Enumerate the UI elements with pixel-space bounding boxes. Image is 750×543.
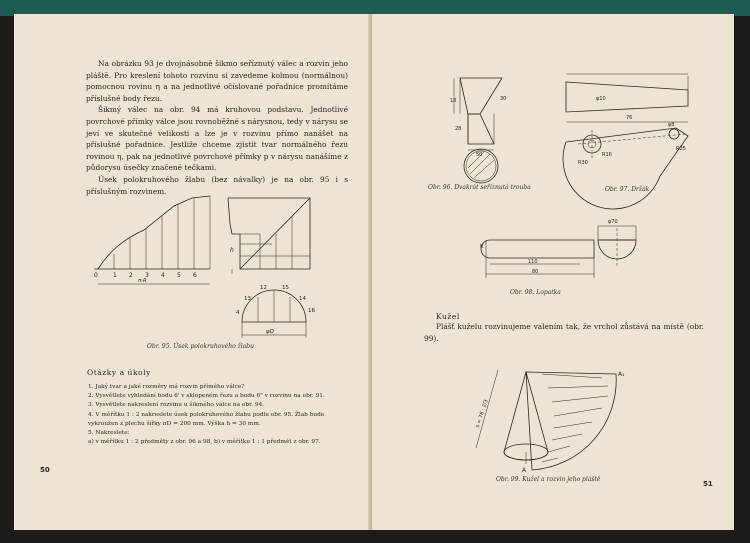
fig96-caption: Obr. 96. Dvakrát seříznutá trouba — [428, 184, 531, 191]
kuzel-paragraph: Plášť kuželu rozvinujeme valením tak, že vrchol zůstává na místě (obr. 99). — [424, 322, 704, 343]
fig96-labels — [450, 70, 530, 190]
fig99-label-a: A — [522, 467, 527, 474]
semicircle-label-4: 4 — [236, 310, 240, 316]
question-4-cont: vykroužen z plechu šířky πD = 200 mm. Výška h = 30 mm. — [88, 420, 261, 427]
tick-2: 2 — [129, 272, 133, 279]
fig99-labels — [462, 366, 662, 476]
fig95-development — [94, 196, 210, 284]
fig99-caption: Obr. 99. Kužel a rozvin jeho pláště — [496, 476, 601, 483]
tick-0: 0 — [94, 272, 98, 279]
fig95-front-view — [228, 198, 310, 274]
fig98-label-80: 80 — [532, 269, 539, 275]
paragraph-2: Šikmý válec na obr. 94 má kruhovou podstavu. Jednotlivé povrchové přímky válce jsou rovnoběžné s nárysnou, tedy v nárysu se jeví ve skutečné velikosti a lze je v rozvinu přímo nanášet na příslušné pořadnice. Jestliže chceme zjistit tvar normálného řezu rovinou η, pak na jednotlivé povrchové přímky p v nárysu nanášíme z půdorysu úsečky značené tečkami. — [86, 105, 348, 173]
semicircle-label-13: 13 — [244, 296, 251, 302]
fig96-label-18: 18 — [450, 98, 457, 104]
questions-list — [88, 383, 325, 447]
question-3: 3. Vysvětlete nakreslení rozvinu u šikmého válce na obr. 94. — [88, 402, 265, 409]
left-text-block — [86, 58, 348, 197]
fig96-label-50: 50 — [476, 152, 483, 158]
right-page — [372, 14, 734, 530]
fig95-caption: Obr. 95. Úsek polokruhového žlabu — [147, 343, 254, 350]
fig95-semicircle-section — [242, 290, 306, 338]
left-page — [14, 14, 372, 530]
fig97-label-phi8: φ8 — [668, 122, 675, 128]
page-number-left: 50 — [40, 466, 50, 474]
paragraph-1: Na obrázku 93 je dvojnásobně šikmo seříznutý válec a rozvin jeho pláště. Pro kreslení tohoto rozvinu si zavedeme kolmou (normálnou) pomocnou rovinu η a na jednotlivé očíslované pořadnice promítáme příslušné body řezu. — [86, 59, 348, 103]
page-number-right: 51 — [703, 480, 713, 488]
fig97-label-r25: R25 — [676, 146, 686, 152]
arc-length-label: π·R — [138, 278, 147, 284]
fig97-label-r30: R30 — [578, 160, 588, 166]
semicircle-label-15: 15 — [282, 285, 289, 291]
tick-1: 1 — [113, 272, 117, 279]
fig98-label-r: R — [480, 244, 484, 250]
semicircle-label-16: 16 — [308, 308, 315, 314]
tick-3: 3 — [145, 272, 149, 279]
section-heading-kuzel: Kužel — [436, 312, 460, 321]
fig98-caption: Obr. 98. Lopatka — [510, 289, 561, 296]
tick-4: 4 — [161, 272, 165, 279]
tick-6: 6 — [193, 272, 197, 279]
fig99-label-a1: A₁ — [618, 371, 625, 378]
question-1: 1. Jaký tvar a jaké rozměry má rozvin přímého válce? — [88, 384, 245, 390]
right-text-block — [424, 321, 704, 344]
fig98-label-phi70: φ70 — [608, 219, 618, 225]
fig96-label-30: 30 — [500, 96, 507, 102]
fig99-label-slant: s = 78 · 2/3 — [474, 398, 490, 429]
fig97-labels — [556, 64, 696, 189]
semicircle-label-14: 14 — [299, 296, 306, 302]
questions-heading: Otázky a úkoly — [87, 368, 151, 377]
fig97-label-76: 76 — [626, 115, 633, 121]
question-5-parts: a) v měřítku 1 : 2 předměty z obr. 96 a 98, b) v měřítku 1 : 1 předmět z obr. 97. — [88, 439, 321, 446]
question-2: 2. Vysvětlete vyhledání bodu 6' v sklopeném řezu a bodu 6" v rozvinu na obr. 91. — [88, 393, 325, 400]
fig97-caption: Obr. 97. Držák — [605, 186, 650, 193]
fig96-label-28: 28 — [455, 126, 462, 132]
semicircle-label-12: 12 — [260, 285, 267, 291]
question-5: 5. Nakreslete: — [88, 430, 130, 437]
figure-95-drawing — [14, 192, 354, 342]
paragraph-3: Úsek polokruhového žlabu (bez návalky) je na obr. 95 i s příslušným rozvinem. — [86, 174, 348, 196]
diameter-label: φD — [266, 329, 274, 335]
fig98-label-110: 110 — [528, 259, 538, 265]
height-label: h — [230, 247, 234, 254]
fig97-label-phi10: φ10 — [596, 96, 606, 102]
fig97-label-r16: R16 — [602, 152, 612, 158]
tick-5: 5 — [177, 272, 181, 279]
fig98-labels — [476, 214, 646, 286]
question-4: 4. V měřítku 1 : 2 nakreslete úsek polokruhového žlabu podle obr. 95. Žlab bude — [88, 411, 325, 418]
